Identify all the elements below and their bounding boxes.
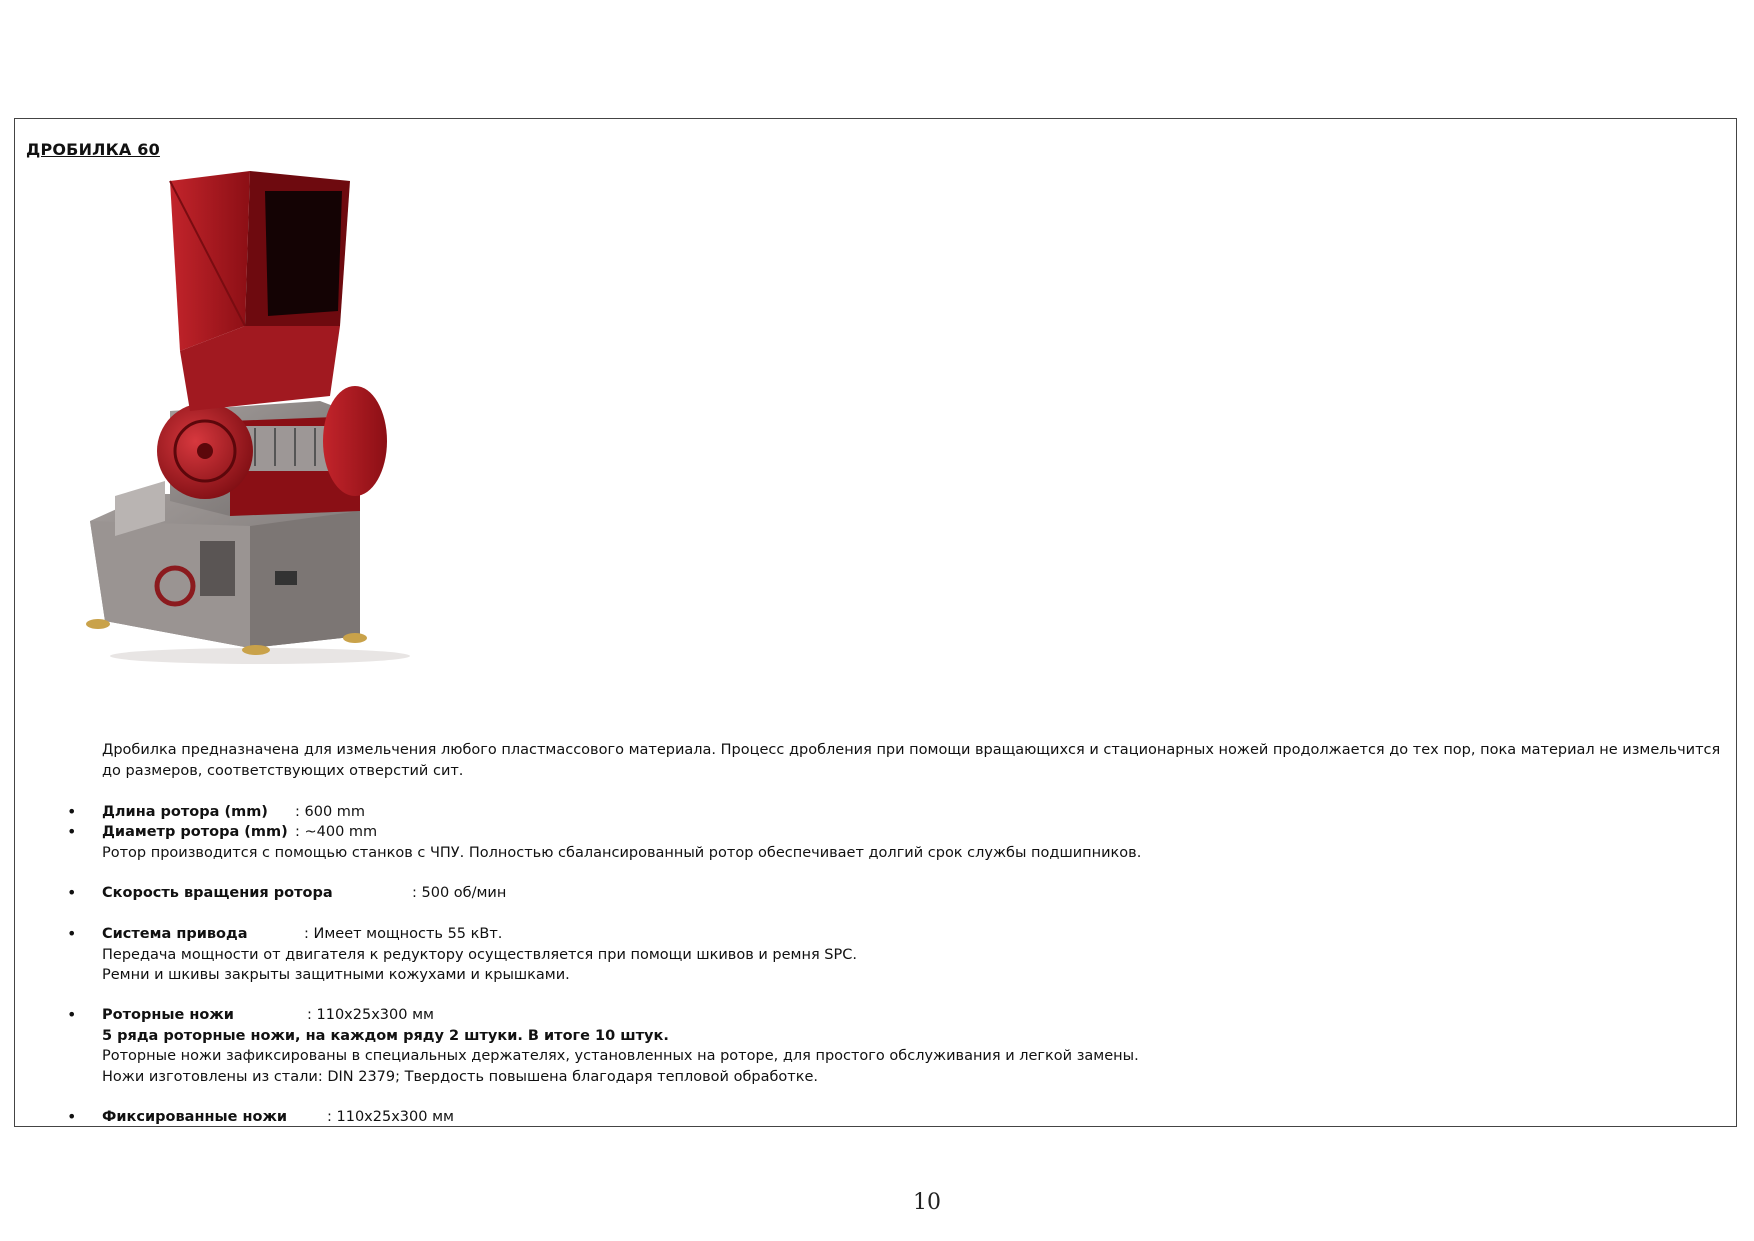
spec-item-drive-system xyxy=(67,924,1722,986)
spec-item-rotor-knives xyxy=(67,1005,1722,1087)
document-frame xyxy=(14,118,1737,1127)
bullet-icon: • xyxy=(67,802,77,821)
spec-item-rotor-speed xyxy=(67,883,1722,904)
spec-note: Роторные ножи зафиксированы в специальных держателях, установленных на роторе, для простого обслуживания и легкой замены. xyxy=(102,1048,1139,1064)
bullet-icon: • xyxy=(67,1107,77,1126)
spec-item-rotor-length xyxy=(67,802,1722,823)
intro-line: Дробилка предназначена для измельчения любого пластмассового материала. Процесс дробления при помощи вращающихся и стационарных ножей продолжается до тех пор, пока материал не измельчится xyxy=(102,742,1721,758)
spec-label: Скорость вращения ротора xyxy=(102,885,333,901)
spec-item-fixed-knives xyxy=(67,1107,1722,1127)
bullet-icon: • xyxy=(67,1005,77,1024)
spec-value: : Имеет мощность 55 кВт. xyxy=(304,926,503,942)
spec-label: Фиксированные ножи xyxy=(102,1109,288,1125)
spec-value: : 110x25x300 мм xyxy=(327,1109,454,1125)
spec-label: Система привода xyxy=(102,926,248,942)
spec-label: Диаметр ротора (mm) xyxy=(102,824,288,840)
spec-note: Передача мощности от двигателя к редуктору осуществляется при помощи шкивов и ремня SPC. xyxy=(102,946,857,963)
spec-label: Роторные ножи xyxy=(102,1007,234,1023)
spec-label: Длина ротора (mm) xyxy=(102,804,268,820)
spec-note: Ротор производится с помощью станков с ЧПУ. Полностью сбалансированный ротор обеспечивает долгий срок службы подшипников. xyxy=(102,844,1142,861)
spec-note: Ножи изготовлены из стали: DIN 2379; Твердость повышена благодаря тепловой обработке. xyxy=(102,1068,819,1085)
spec-value: : 500 об/мин xyxy=(412,885,507,901)
crusher-machine-image xyxy=(70,166,430,666)
page-number: 10 xyxy=(913,1190,941,1215)
spec-note: Ремни и шкивы закрыты защитными кожухами и крышками. xyxy=(102,967,570,983)
intro-paragraph xyxy=(102,740,1737,782)
spec-value: : ~400 mm xyxy=(295,824,378,840)
spec-item-rotor-diameter xyxy=(67,822,1722,863)
intro-line: до размеров, соответствующих отверстий сит. xyxy=(102,763,464,779)
bullet-icon: • xyxy=(67,822,77,841)
bullet-icon: • xyxy=(67,883,77,902)
spec-value: : 600 mm xyxy=(295,804,366,820)
spec-bold-note: 5 ряда роторные ножи, на каждом ряду 2 штуки. В итоге 10 штук. xyxy=(102,1027,669,1044)
page-title: ДРОБИЛКА 60 xyxy=(26,140,160,159)
spec-value: : 110x25x300 мм xyxy=(307,1007,434,1023)
bullet-icon: • xyxy=(67,924,77,943)
